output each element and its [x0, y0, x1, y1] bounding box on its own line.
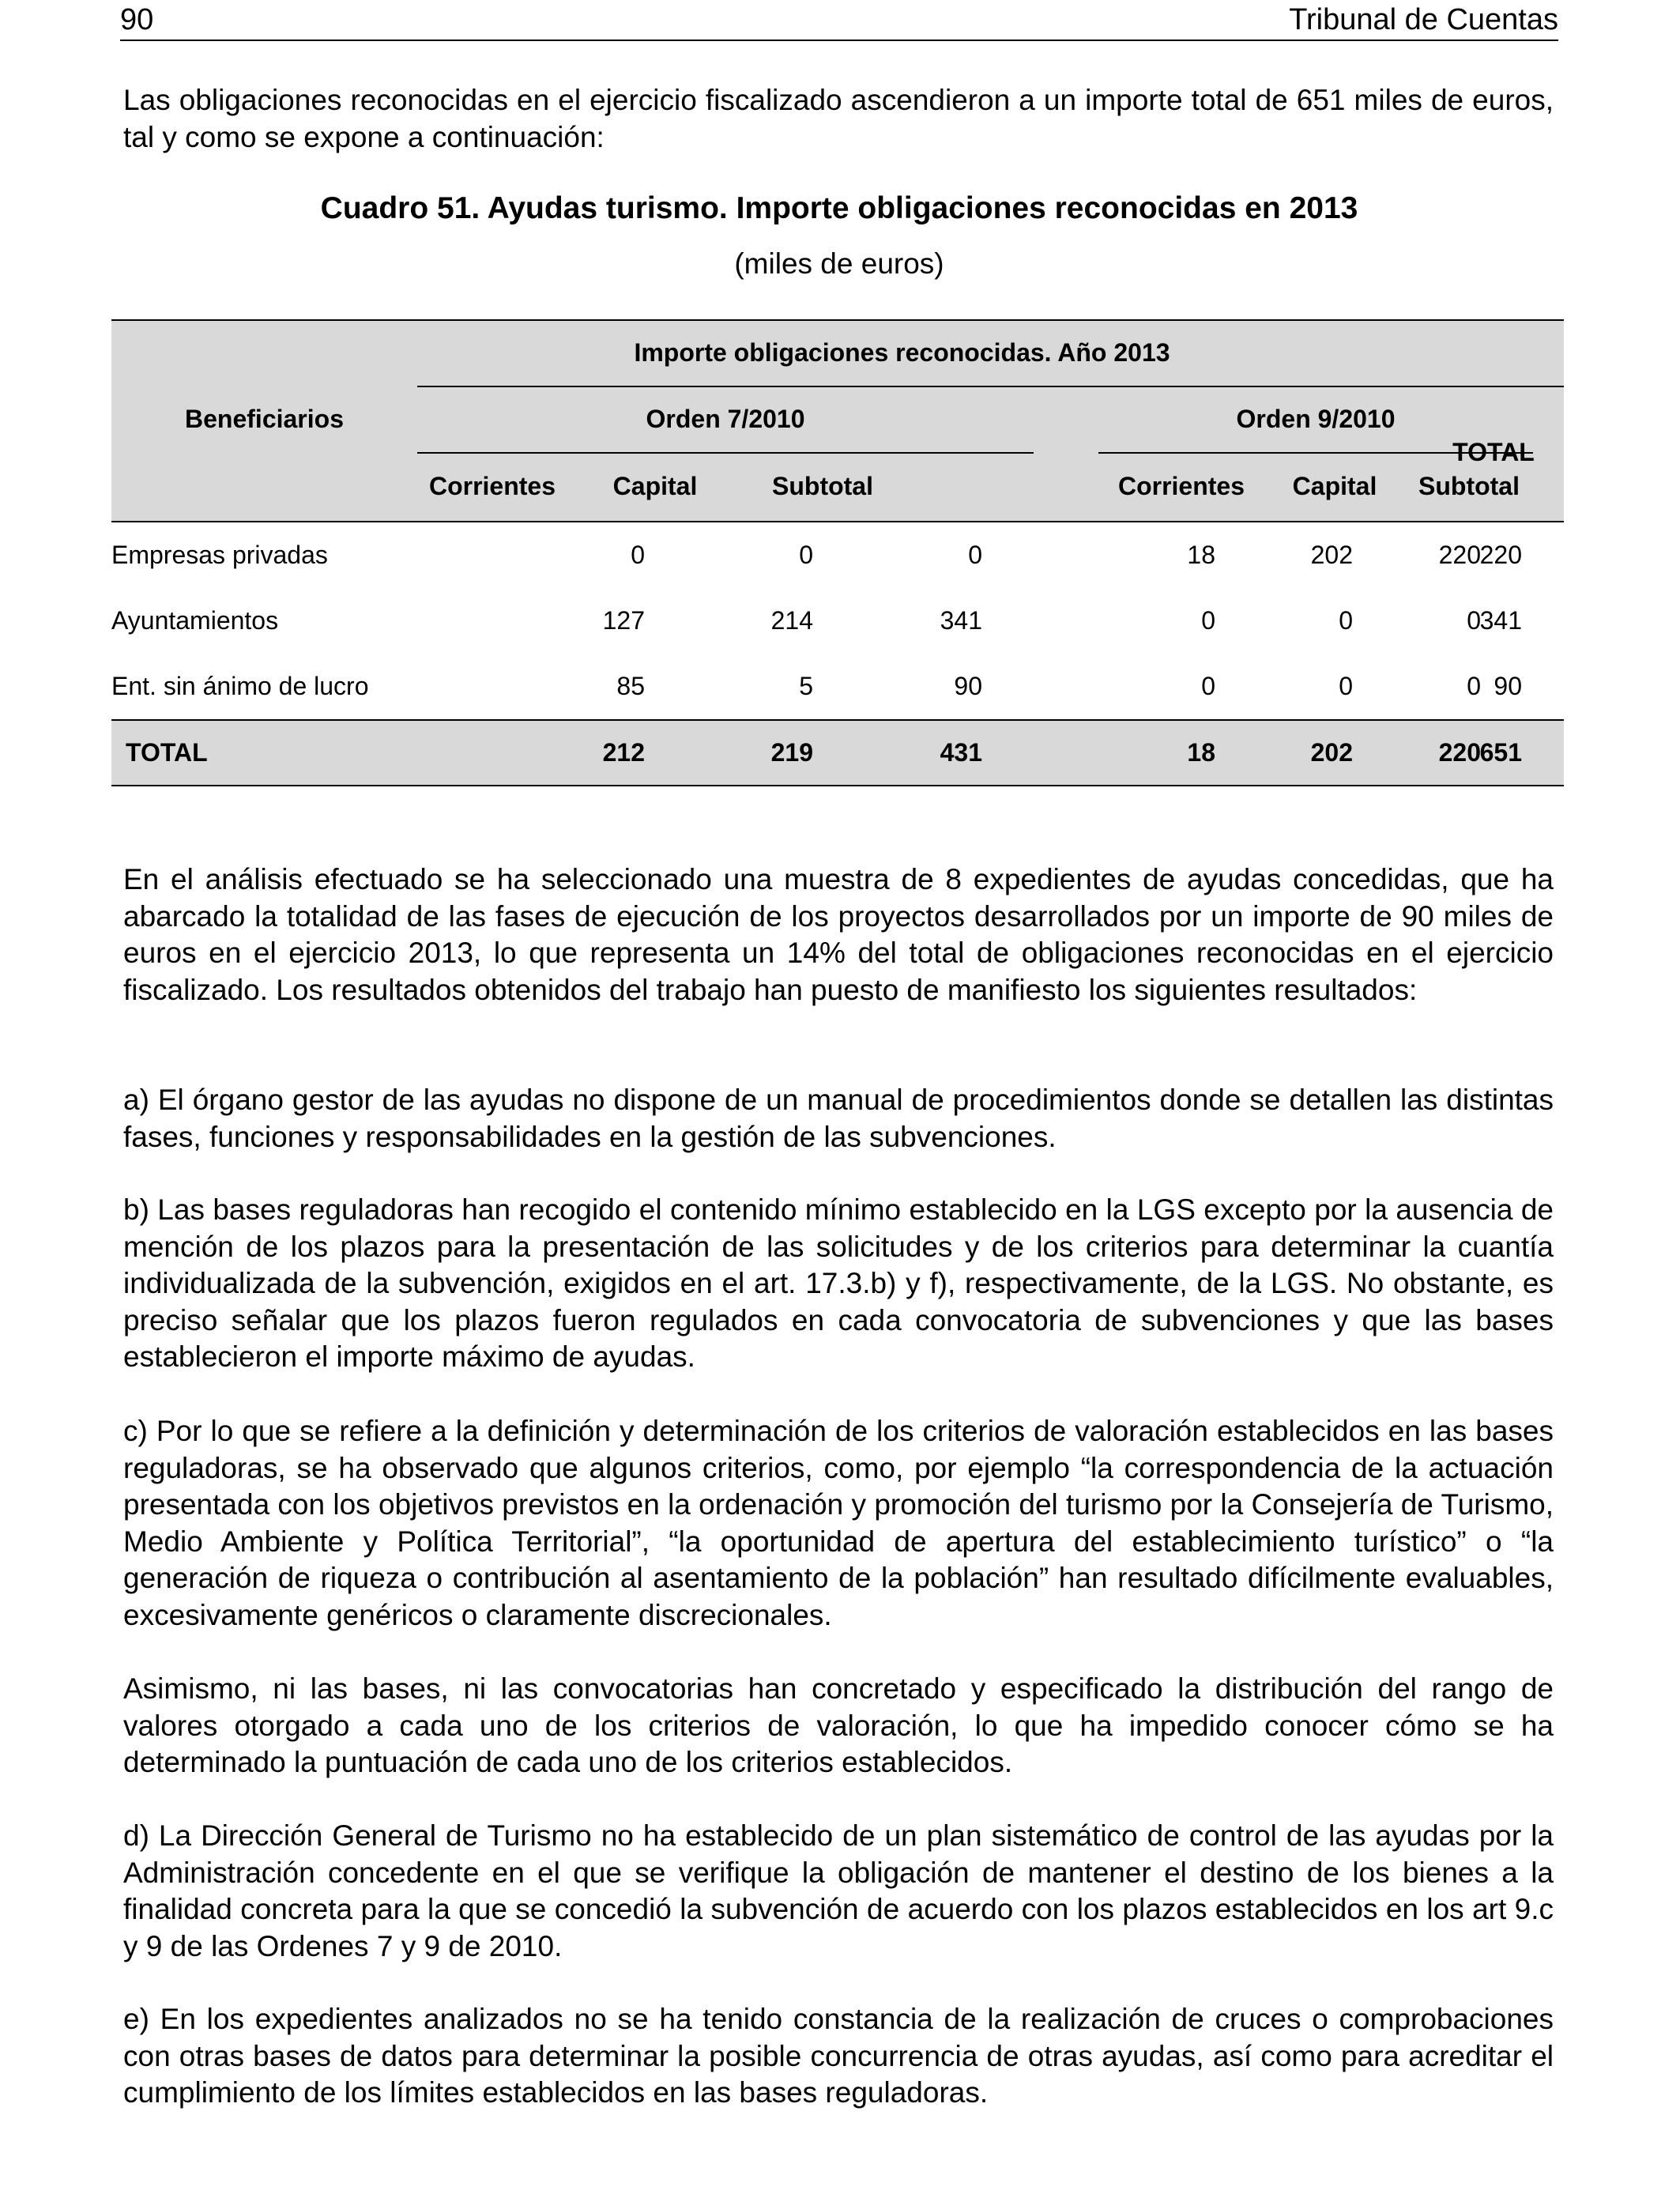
table-caption: Cuadro 51. Ayudas turismo. Importe obligaciones reconocidas en 2013: [320, 191, 1358, 225]
table-cell: 341: [940, 606, 982, 635]
total-cell: 202: [1310, 738, 1353, 767]
group-header-text: Importe obligaciones reconocidas. Año 2013: [634, 338, 1170, 367]
total-cell: 431: [940, 738, 982, 767]
sub-header-subtotal-9: Subtotal: [1418, 472, 1520, 500]
total-top-rule: [111, 719, 1564, 721]
obligations-table: [111, 319, 1564, 786]
row-label: Ayuntamientos: [111, 606, 279, 635]
page-number: 90: [120, 3, 154, 36]
beneficiarios-header: Beneficiarios: [185, 405, 344, 433]
table-cell: 220: [1479, 541, 1522, 569]
total-header: TOTAL: [1452, 438, 1535, 466]
total-cell: 18: [1187, 738, 1215, 767]
row-label: Ent. sin ánimo de lucro: [111, 672, 369, 700]
table-cell: 341: [1479, 606, 1522, 635]
finding-b-paragraph: b) Las bases reguladoras han recogido el contenido mínimo establecido en la LGS excepto por la ausencia de mención de los plazos para la presentación de las solicitudes y de los criterios para determinar la cuantía individualizada de la subvención, exigidos en el art. 17.3.b) y f), respectivamente, de la LGS. No obstante, es preciso señalar que los plazos fueron regulados en cada convocatoria de subvenciones y que las bases establecieron el importe máximo de ayudas.: [123, 1193, 1554, 1373]
table-cell: 85: [616, 672, 645, 700]
finding-a-paragraph: a) El órgano gestor de las ayudas no dispone de un manual de procedimientos donde se detallen las distintas fases, funciones y responsabilidades en la gestión de las subvenciones.: [123, 1084, 1554, 1153]
total-cell: 220: [1438, 738, 1481, 767]
total-cell: 651: [1479, 738, 1522, 767]
table-cell: 214: [770, 606, 813, 635]
sub-header-corrientes-9: Corrientes: [1117, 472, 1245, 500]
finding-e-paragraph: e) En los expedientes analizados no se ha tenido constancia de la realización de cruces o comprobaciones con otras bases de datos para determinar la posible concurrencia de otras ayudas, así como para acreditar el cumplimiento de los límites establecidos en las bases reguladoras.: [123, 2003, 1554, 2109]
table-cell: 0: [1467, 606, 1481, 635]
table-cell: 0: [1467, 672, 1481, 700]
group-header-rule: [417, 386, 1564, 387]
table-caption-units: (miles de euros): [734, 247, 944, 280]
total-row-label: TOTAL: [126, 738, 208, 767]
table-cell: 0: [1201, 606, 1215, 635]
running-title: Tribunal de Cuentas: [1289, 3, 1558, 36]
finding-c-paragraph: c) Por lo que se refiere a la definición y determinación de los criterios de valoración establecidos en las bases reguladoras, se ha observado que algunos criterios, como, por ejemplo “la correspondencia de la actuación presentada con los objetivos previstos en la ordenación y promoción del turismo por la Consejería de Turismo, Medio Ambiente y Política Territorial”, “la oportunidad de apertura del establecimiento turístico” o “la generación de riqueza o contribución al asentamiento de la población” han resultado difícilmente evaluables, excesivamente genéricos o claramente discrecionales.: [123, 1415, 1554, 1631]
orden-7-header: Orden 7/2010: [646, 405, 805, 433]
table-cell: 90: [954, 672, 982, 700]
finding-d-paragraph: d) La Dirección General de Turismo no ha establecido de un plan sistemático de control de las ayudas por la Administración concedente en el que se verifique la obligación de mantener el destino de los bienes a la finalidad concreta para la que se concedió la subvención de acuerdo con los plazos establecidos en los art 9.c y 9 de las Ordenes 7 y 9 de 2010.: [123, 1819, 1554, 1962]
orden-9-header: Orden 9/2010: [1236, 405, 1396, 433]
sub-header-capital-7: Capital: [612, 472, 698, 500]
table-cell: 220: [1438, 541, 1481, 569]
sub-header-corrientes-7: Corrientes: [428, 472, 556, 500]
table-cell: 0: [968, 541, 982, 569]
table-cell: 0: [1339, 672, 1353, 700]
asimismo-paragraph: Asimismo, ni las bases, ni las convocatorias han concretado y especificado la distribución del rango de valores otorgado a cada uno de los criterios de valoración, lo que ha impedido conocer cómo se ha determinado la puntuación de cada uno de los criterios establecidos.: [123, 1672, 1554, 1778]
table-cell: 127: [602, 606, 645, 635]
analysis-paragraph: En el análisis efectuado se ha seleccionado una muestra de 8 expedientes de ayudas concedidas, que ha abarcado la totalidad de las fases de ejecución de los proyectos desarrollados por un importe de 90 miles de euros en el ejercicio 2013, lo que representa un 14% del total de obligaciones reconocidas en el ejercicio fiscalizado. Los resultados obtenidos del trabajo han puesto de manifiesto los siguientes resultados:: [123, 863, 1554, 1006]
sub-header-subtotal-7: Subtotal: [772, 472, 873, 500]
table-top-rule: [111, 319, 1564, 321]
table-cell: 0: [1201, 672, 1215, 700]
orden-7-rule: [417, 452, 1034, 454]
table-cell: 0: [799, 541, 813, 569]
table-cell: 0: [1339, 606, 1353, 635]
page-header: [120, 0, 1558, 41]
group-header: [417, 338, 1564, 368]
row-label: Empresas privadas: [111, 541, 328, 569]
table-cell: 5: [799, 672, 813, 700]
total-cell: 219: [770, 738, 813, 767]
table-cell: 0: [631, 541, 645, 569]
sub-header-capital-9: Capital: [1292, 472, 1377, 500]
table-bottom-rule: [111, 785, 1564, 786]
table-cell: 18: [1187, 541, 1215, 569]
intro-paragraph: Las obligaciones reconocidas en el ejercicio fiscalizado ascendieron a un importe total de 651 miles de euros, tal y como se expone a continuación:: [123, 84, 1554, 153]
total-cell: 212: [602, 738, 645, 767]
header-bottom-rule: [111, 521, 1564, 522]
table-cell: 90: [1494, 672, 1522, 700]
table-cell: 202: [1310, 541, 1353, 569]
